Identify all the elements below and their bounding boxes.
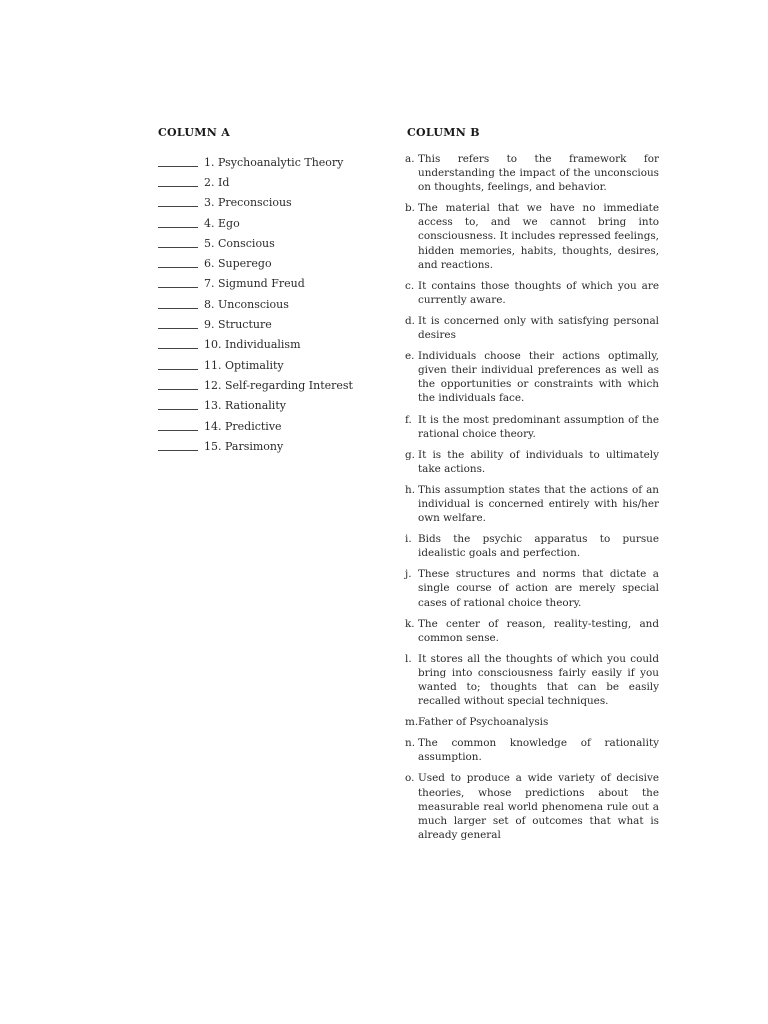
column-a-item-label: 1. Psychoanalytic Theory [204, 155, 344, 169]
column-b-item-text: It contains those thoughts of which you are currently aware. [418, 279, 659, 306]
column-b-item-text: It is concerned only with satisfying personal desires [418, 314, 659, 342]
column-b-item-text: Father of Psychoanalysis [418, 716, 549, 729]
column-b-item-text: Used to produce a wide variety of decisive theories, whose predictions about the measurable real world phenomena rule out a much larger set of outcomes that what is already general [418, 772, 659, 841]
column-b-list [405, 152, 659, 849]
column-b-item [405, 413, 659, 441]
column-b-item [405, 483, 659, 525]
column-b-item-letter: d. [405, 314, 415, 327]
column-b-item-letter: a. [405, 153, 415, 165]
column-b-item-text: It is the ability of individuals to ultimately take actions. [418, 448, 659, 475]
column-b-item-text: Bids the psychic apparatus to pursue idealistic goals and perfection. [418, 533, 659, 560]
column-b-item-letter: g. [405, 448, 415, 461]
column-b-item [405, 771, 659, 841]
column-b-item-letter: h. [405, 483, 415, 496]
column-b-item-letter: l. [405, 652, 412, 665]
answer-blank[interactable] [158, 206, 198, 207]
column-a-item-label: 13. Rationality [204, 399, 286, 413]
column-a-item [158, 335, 378, 355]
answer-blank[interactable] [158, 267, 198, 268]
column-b-item-text: The material that we have no immediate access to, and we cannot bring into consciousness. It includes repressed feelings, hidden memories, habits, thoughts, desires, and reactions. [418, 202, 659, 271]
answer-blank[interactable] [158, 287, 198, 288]
column-a-item [158, 416, 378, 436]
answer-blank[interactable] [158, 450, 198, 451]
column-a-item [158, 152, 378, 172]
column-a-item-label: 5. Conscious [204, 236, 275, 250]
column-b-item [405, 448, 659, 476]
column-a-item-label: 3. Preconscious [204, 196, 292, 210]
column-b-heading: COLUMN B [407, 126, 480, 139]
column-a-item-label: 11. Optimality [204, 358, 284, 372]
column-a-item-label: 6. Superego [204, 257, 272, 271]
column-a-item-label: 12. Self-regarding Interest [204, 378, 353, 392]
column-a-item-label: 4. Ego [204, 216, 240, 230]
column-a-heading: COLUMN A [158, 126, 231, 139]
column-a-item [158, 314, 378, 334]
column-a-item [158, 193, 378, 213]
column-b-item-text: The common knowledge of rationality assumption. [418, 737, 659, 764]
column-a-item-label: 14. Predictive [204, 419, 282, 433]
column-a-item-label: 8. Unconscious [204, 297, 289, 311]
column-b-item [405, 617, 659, 645]
column-a-item-label: 10. Individualism [204, 338, 301, 352]
answer-blank[interactable] [158, 369, 198, 370]
column-a-item-label: 7. Sigmund Freud [204, 277, 305, 291]
column-b-item-letter: i. [405, 533, 412, 546]
column-a-item [158, 375, 378, 395]
column-b-item-text: This refers to the framework for understanding the impact of the unconscious on thoughts, feelings, and behavior. [418, 153, 659, 194]
column-b-item [405, 314, 659, 342]
column-a-item [158, 253, 378, 273]
column-b-item-letter: b. [405, 202, 415, 215]
answer-blank[interactable] [158, 328, 198, 329]
column-a-item [158, 436, 378, 456]
answer-blank[interactable] [158, 348, 198, 349]
column-a-item [158, 213, 378, 233]
column-a-list [158, 152, 378, 456]
column-b-item-letter: f. [405, 413, 412, 426]
column-b-item-letter: j. [405, 568, 412, 581]
answer-blank[interactable] [158, 308, 198, 309]
column-b-item [405, 532, 659, 560]
answer-blank[interactable] [158, 430, 198, 431]
column-b-item-text: It stores all the thoughts of which you could bring into consciousness fairly easily if you wanted to; thoughts that can be easily recalled without special techniques. [418, 652, 659, 708]
answer-blank[interactable] [158, 166, 198, 167]
column-b-item-text: Individuals choose their actions optimally, given their individual preferences as well as the opportunities or constraints with which the individuals face. [418, 350, 659, 405]
column-b-item [405, 736, 659, 764]
column-a-item-label: 9. Structure [204, 318, 272, 332]
column-b-item [405, 652, 659, 708]
column-a-item-label: 15. Parsimony [204, 439, 284, 453]
column-b-item [405, 201, 659, 271]
column-b-item-text: It is the most predominant assumption of the rational choice theory. [418, 413, 659, 440]
column-b-item-letter: e. [405, 350, 415, 363]
column-b-item [405, 715, 659, 729]
column-a-item [158, 233, 378, 253]
column-b-item [405, 152, 659, 194]
column-a-item [158, 294, 378, 314]
column-b-item-text: This assumption states that the actions of an individual is concerned entirely with his/her own welfare. [418, 483, 659, 525]
column-b-item [405, 567, 659, 609]
column-b-item-letter: n. [405, 737, 415, 750]
column-b-item-letter: m. [405, 716, 419, 729]
answer-blank[interactable] [158, 186, 198, 187]
column-a-item [158, 274, 378, 294]
column-a-item [158, 355, 378, 375]
column-b-item [405, 349, 659, 405]
column-b-item-letter: c. [405, 279, 415, 292]
column-b-item-text: These structures and norms that dictate a single course of action are merely special cases of rational choice theory. [418, 568, 659, 609]
answer-blank[interactable] [158, 247, 198, 248]
column-a-item-label: 2. Id [204, 175, 230, 189]
column-b-item-letter: k. [405, 617, 415, 630]
answer-blank[interactable] [158, 389, 198, 390]
answer-blank[interactable] [158, 409, 198, 410]
column-b-item-text: The center of reason, reality-testing, and common sense. [418, 617, 659, 644]
column-a-item [158, 172, 378, 192]
column-b-item [405, 279, 659, 307]
column-b-item-letter: o. [405, 772, 415, 785]
column-a-item [158, 396, 378, 416]
answer-blank[interactable] [158, 227, 198, 228]
